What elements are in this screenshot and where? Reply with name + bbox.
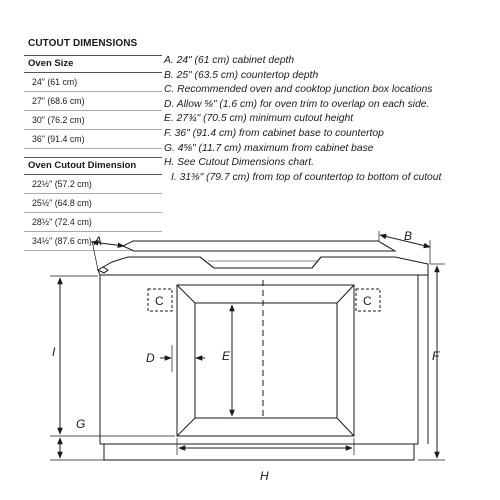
label-c-right: C (363, 294, 372, 308)
oven-size-row: 36" (91.4 cm) (24, 130, 162, 149)
legend-item-c: C. Recommended oven and cooktop junction box locations (164, 84, 433, 96)
label-f: F (432, 349, 440, 363)
label-c-left: C (155, 294, 164, 308)
legend-item-g: G. 4⅝" (11.7 cm) maximum from cabinet base (164, 142, 374, 154)
oven-size-row: 30" (76.2 cm) (24, 111, 162, 130)
label-e: E (222, 349, 231, 363)
legend-item-h: H. See Cutout Dimensions chart. (164, 157, 314, 169)
cutout-dimension-row: 22½" (57.2 cm) (24, 175, 162, 194)
label-d: D (146, 351, 155, 365)
label-b: B (404, 229, 413, 243)
label-a: A (94, 234, 103, 248)
legend-item-b: B. 25" (63.5 cm) countertop depth (164, 69, 319, 81)
countertop (98, 241, 428, 275)
label-h: H (260, 469, 269, 483)
legend-item-i: I. 31⅜" (79.7 cm) from top of countertop to bottom of cutout (171, 171, 442, 183)
cutout-dimension-row: 25½" (64.8 cm) (24, 194, 162, 213)
oven-size-row: 27" (68.6 cm) (24, 92, 162, 111)
legend-item-f: F. 36" (91.4 cm) from cabinet base to countertop (164, 127, 384, 139)
label-g: G (76, 417, 86, 431)
cutout-dimension-row: 34½" (87.6 cm) (24, 232, 162, 251)
oven-size-row: 24" (61 cm) (24, 73, 162, 92)
legend-item-a: A. 24" (61 cm) cabinet depth (164, 55, 295, 66)
oven-size-heading: Oven Size (24, 55, 162, 73)
legend-item-d: D. Allow ⅝" (1.6 cm) for oven trim to overlap on each side. (164, 98, 430, 110)
oven-cutout-heading: Oven Cutout Dimension (24, 157, 162, 175)
label-i: I (52, 345, 56, 359)
table-title: CUTOUT DIMENSIONS (28, 38, 138, 49)
legend-item-e: E. 27¾" (70.5 cm) minimum cutout height (164, 113, 354, 125)
cutout-dimension-row: 28½" (72.4 cm) (24, 213, 162, 232)
